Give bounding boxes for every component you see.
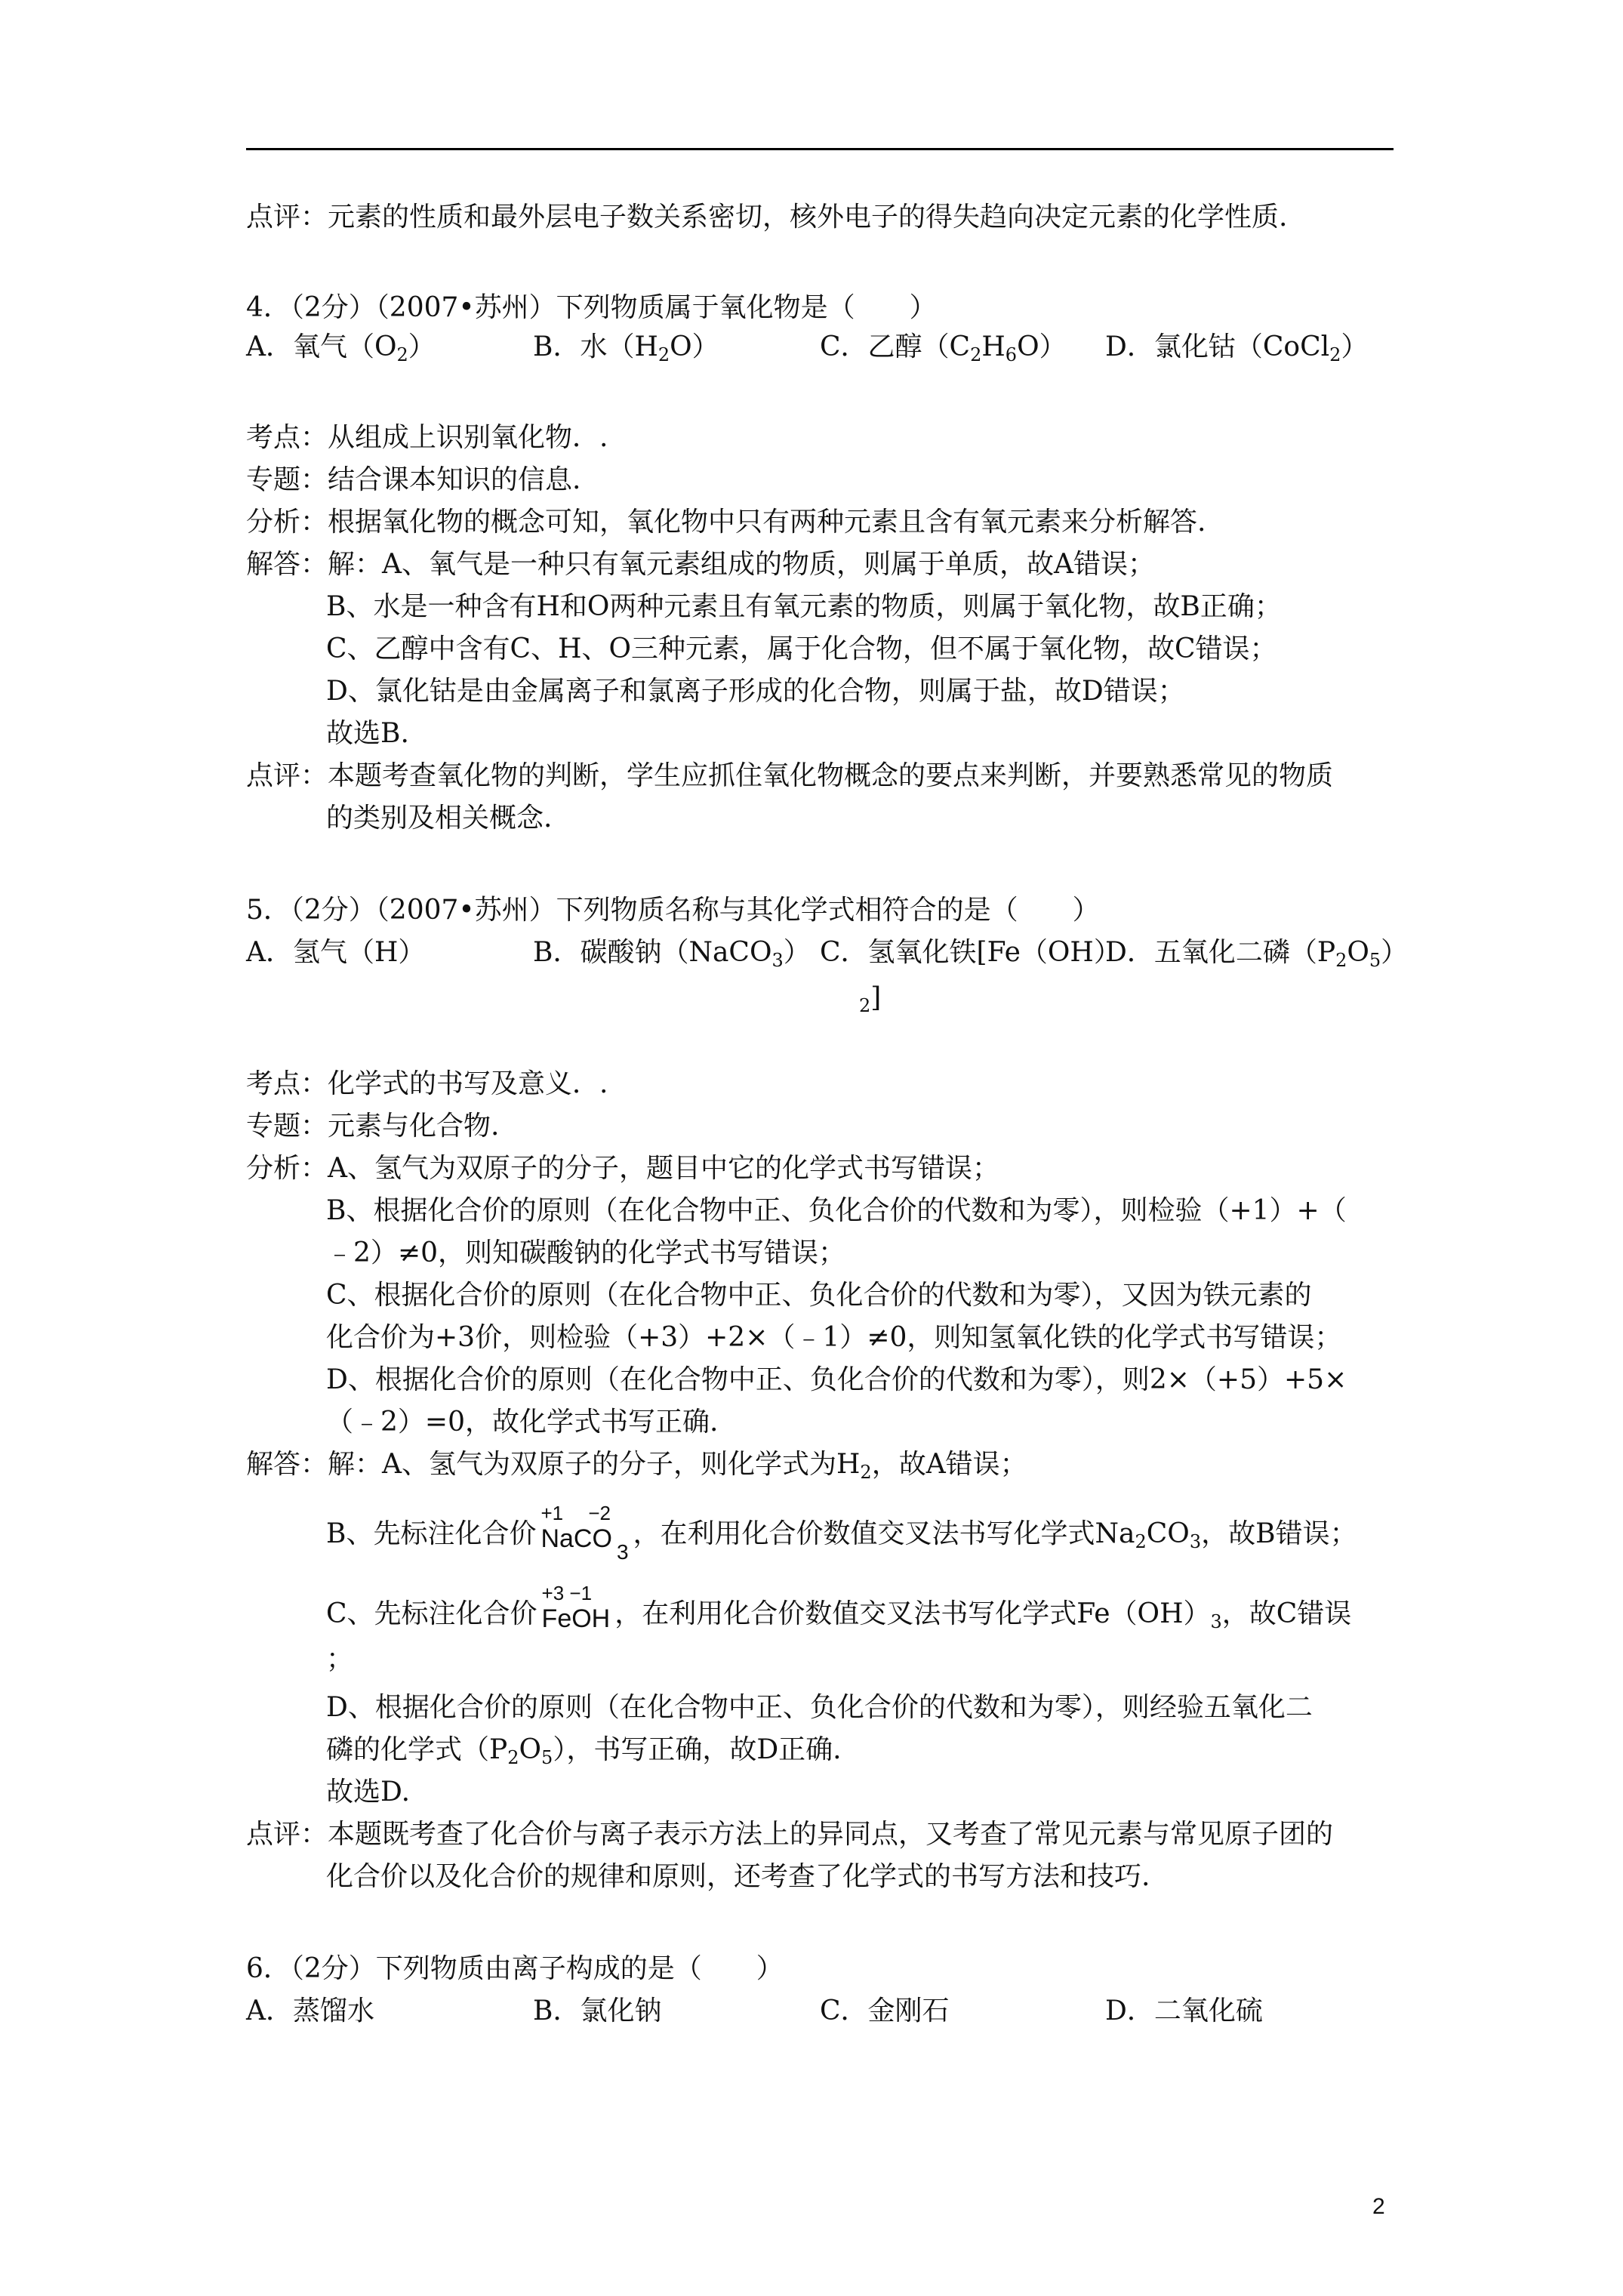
q5-fenxi-b-line1: B、根据化合价的原则（在化合物中正、负化合价的代数和为零），则检验（+1）+（: [326, 1195, 1347, 1226]
q4-stem: 4．（2分）（2007•苏州）下列物质属于氧化物是（ ）: [246, 292, 937, 323]
q5-option-b[interactable]: B．碳酸钠（NaCO$_3$）: [533, 937, 811, 971]
q5-fenxi-d-line2: （﹣2）=0，故化学式书写正确.: [326, 1407, 719, 1438]
q6-option-d[interactable]: D．二氧化硫: [1105, 1996, 1263, 2026]
q5-stem: 5．（2分）（2007•苏州）下列物质名称与其化学式相符合的是（ ）: [246, 895, 1100, 926]
q5-fenxi-a: 分析：A、氢气为双原子的分子，题目中它的化学式书写错误；: [246, 1153, 999, 1184]
q5-jieda-c: C、先标注化合价 +3 −1 FeOH ，在利用化合价数值交叉法书写化学式$Fe(OH)_3$，故C错误: [326, 1596, 1351, 1637]
valence-label-naco3: +1 −2 NaCO $_3$: [540, 1502, 629, 1564]
q5-dianping-line1: 点评：本题既考查了化合价与离子表示方法上的异同点，又考查了常见元素与常见原子团的: [246, 1819, 1334, 1850]
q6-option-c[interactable]: C．金刚石: [820, 1996, 950, 2026]
q4-dianping-line2: 的类别及相关概念.: [326, 803, 553, 834]
valence-label-feoh: +3 −1 FeOH: [541, 1582, 611, 1633]
q5-fenxi-d-line1: D、根据化合价的原则（在化合物中正、负化合价的代数和为零），则2×（+5）+5×: [326, 1364, 1347, 1395]
q4-option-b[interactable]: B．水$(H_2O)$: [533, 331, 719, 365]
q4-fenxi: 分析：根据氧化物的概念可知，氧化物中只有两种元素且含有氧元素来分析解答.: [246, 507, 1206, 538]
q5-jieda-d-line1: D、根据化合价的原则（在化合物中正、负化合价的代数和为零），则经验五氧化二: [326, 1692, 1313, 1723]
q5-zhuanti: 专题：元素与化合物.: [246, 1111, 500, 1142]
q5-jieda-b: B、先标注化合价 +1 −2 NaCO $_3$，在利用化合价数值交叉法书写化学式$Na_2CO_3$，故B错误；: [326, 1516, 1357, 1570]
q4-jieda-c: C、乙醇中含有C、H、O三种元素，属于化合物，但不属于氧化物，故C错误；: [326, 633, 1277, 664]
q5-answer: 故选D.: [326, 1777, 411, 1808]
q5-option-c[interactable]: C．氢氧化铁[Fe（OH）: [820, 937, 1121, 968]
page-number: 2: [1372, 2194, 1385, 2219]
q4-answer: 故选B.: [326, 718, 409, 749]
q6-stem: 6．（2分）下列物质由离子构成的是（ ）: [246, 1953, 784, 1984]
q6-option-a[interactable]: A．蒸馏水: [246, 1996, 374, 2026]
q4-dianping-line1: 点评：本题考查氧化物的判断，学生应抓住氧化物概念的要点来判断，并要熟悉常见的物质: [246, 760, 1334, 791]
previous-comment: 点评：元素的性质和最外层电子数关系密切，核外电子的得失趋向决定元素的化学性质.: [246, 202, 1288, 233]
q5-jieda-c-semicolon: ；: [326, 1644, 354, 1675]
q5-fenxi-c-line1: C、根据化合价的原则（在化合物中正、负化合价的代数和为零），又因为铁元素的: [326, 1280, 1312, 1311]
q4-jieda-a: 解答：解：A、氧气是一种只有氧元素组成的物质，则属于单质，故A错误；: [246, 549, 1155, 580]
q5-dianping-line2: 化合价以及化合价的规律和原则，还考查了化学式的书写方法和技巧.: [326, 1861, 1150, 1892]
q5-kaodian: 考点：化学式的书写及意义．.: [246, 1068, 608, 1099]
q5-option-c-wrap: $_2$]: [859, 982, 882, 1016]
q4-option-c[interactable]: C．乙醇$(C_2H_6O)$: [820, 331, 1067, 365]
q4-option-d[interactable]: D．氯化钴（CoCl$_2$）: [1105, 331, 1369, 365]
q4-kaodian: 考点：从组成上识别氧化物．.: [246, 422, 608, 453]
q4-jieda-d: D、氯化钴是由金属离子和氯离子形成的化合物，则属于盐，故D错误；: [326, 676, 1185, 707]
q4-option-a[interactable]: A．氧气$(O_2)$: [246, 331, 436, 365]
header-rule: [246, 148, 1394, 150]
q4-zhuanti: 专题：结合课本知识的信息.: [246, 464, 581, 495]
q5-option-a[interactable]: A．氢气（H）: [246, 937, 426, 968]
q4-jieda-b: B、水是一种含有H和O两种元素且有氧元素的物质，则属于氧化物，故B正确；: [326, 591, 1282, 622]
q5-jieda-d-line2: 磷的化学式$(P_2O_5)$，书写正确，故D正确.: [326, 1734, 842, 1768]
q5-option-d[interactable]: D．五氧化二磷$(P_2O_5)$: [1105, 937, 1409, 971]
q5-fenxi-c-line2: 化合价为+3价，则检验（+3）+2×（﹣1）≠0，则知氢氧化铁的化学式书写错误；: [326, 1322, 1342, 1353]
q5-jieda-a: 解答：解：A、氢气为双原子的分子，则化学式为$H_2$，故A错误；: [246, 1449, 1027, 1483]
q5-fenxi-b-line2: ﹣2）≠0，则知碳酸钠的化学式书写错误；: [326, 1237, 845, 1268]
q6-option-b[interactable]: B．氯化钠: [533, 1996, 662, 2026]
